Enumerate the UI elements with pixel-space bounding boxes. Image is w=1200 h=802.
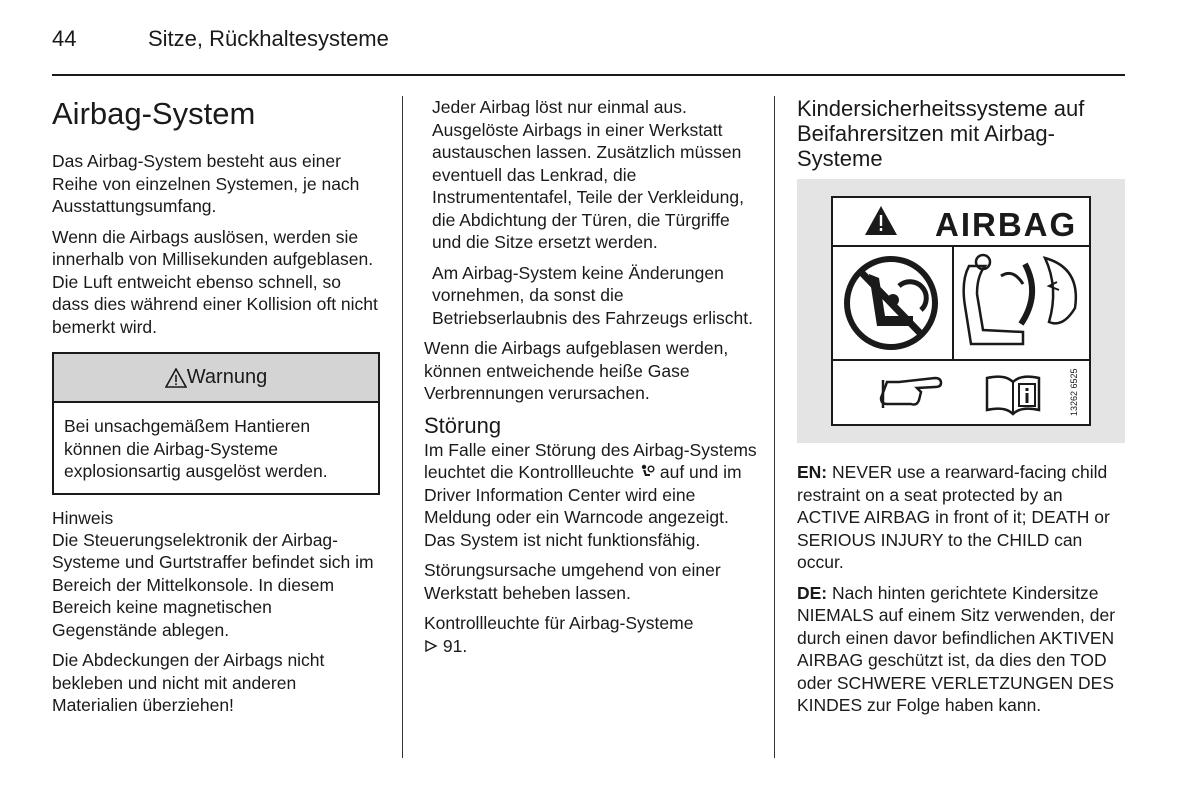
warning-triangle-icon [165, 368, 187, 388]
label-code: 13262 6525 [1069, 368, 1079, 416]
page-number: 44 [52, 26, 77, 51]
paragraph: Wenn die Airbags aufgeblasen werden, können entweichende heiße Gase Verbrennungen verursachen. [424, 338, 729, 403]
column-divider [774, 96, 775, 758]
column-2 [424, 96, 758, 657]
reference-arrow-icon [424, 639, 438, 653]
column-divider [402, 96, 403, 758]
airbag-warning-lamp-icon [639, 464, 655, 480]
paragraph: Kontrollleuchte für Airbag-Systeme 91. [424, 613, 694, 656]
column-3 [797, 96, 1127, 717]
paragraph: Das Airbag-System besteht aus einer Reihe von einzelnen Systemen, je nach Ausstattungsumfang. [52, 151, 360, 216]
paragraph: Im Falle einer Störung des Airbag-Systems leuchtet die Kontrollleuchte auf und im Driver Information Center wird eine Meldung oder ein Warncode angezeigt. Das System ist nicht funktionsfähig. [424, 439, 757, 550]
page-header [52, 26, 1125, 76]
paragraph: Wenn die Airbags auslösen, werden sie innerhalb von Millisekunden aufgeblasen. Die Luft entweicht ebenso schnell, so dass dies während einer Kollision oft nicht bemerkt wird. [52, 226, 378, 337]
no-rear-facing-child-seat-icon [847, 259, 935, 347]
page-reference[interactable]: 91. [438, 635, 468, 656]
warning-box [52, 352, 380, 495]
warning-heading [54, 354, 378, 403]
warning-heading-label: Warnung [186, 366, 268, 388]
german-warning: DE: Nach hinten gerichtete Kindersitze NIEMALS auf einem Sitz verwenden, der durch einen davor befindlichen AKTIVEN AIRBAG geschützt ist, da dies den TOD oder SCHWERE VERLETZUNGEN DES KINDES zur Folge haben kann. [797, 582, 1116, 715]
airbag-label-graphic [831, 196, 1091, 426]
warning-text: Bei unsachgemäßem Hantieren können die Airbag-Systeme explosionsartig ausgelöst werden. [64, 416, 328, 481]
label-heading: AIRBAG [935, 206, 1078, 243]
section-heading-child-seat: Kindersicherheitssysteme auf Beifahrersitzen mit Airbag-Systeme [797, 96, 1085, 171]
note-heading: Hinweis [52, 507, 114, 528]
section-title: Sitze, Rückhaltesysteme [148, 26, 389, 51]
airbag-warning-label [797, 179, 1125, 443]
english-warning: EN: NEVER use a rearward-facing child restraint on a seat protected by an ACTIVE AIRBAG in front of it; DEATH or SERIOUS INJURY to the CHILD can occur. [797, 462, 1110, 572]
paragraph: Jeder Airbag löst nur einmal aus. Ausgelöste Airbags in einer Werkstatt austauschen lassen. Zusätzlich müssen eventuell das Lenkrad, die Instrumententafel, Teile der Verkleidung, die Abdichtung der Türen, die Türgriffe und die Sitze ersetzt werden. [432, 97, 744, 252]
section-heading-stoerung: Störung [424, 412, 502, 438]
note-text: Die Steuerungselektronik der Airbag-Systeme und Gurtstraffer befindet sich im Bereich der Mittelkonsole. In diesem Bereich keine magnetischen Gegenstände ablegen. [52, 529, 374, 640]
page-title: Airbag-System [52, 96, 256, 131]
header-rule [52, 74, 1125, 76]
paragraph: Am Airbag-System keine Änderungen vornehmen, da sonst die Betriebserlaubnis des Fahrzeugs erlischt. [432, 262, 753, 328]
paragraph: Die Abdeckungen der Airbags nicht bekleben und nicht mit anderen Materialien überziehen! [52, 650, 325, 715]
column-1 [52, 96, 380, 717]
paragraph: Störungsursache umgehend von einer Werkstatt beheben lassen. [424, 560, 721, 603]
